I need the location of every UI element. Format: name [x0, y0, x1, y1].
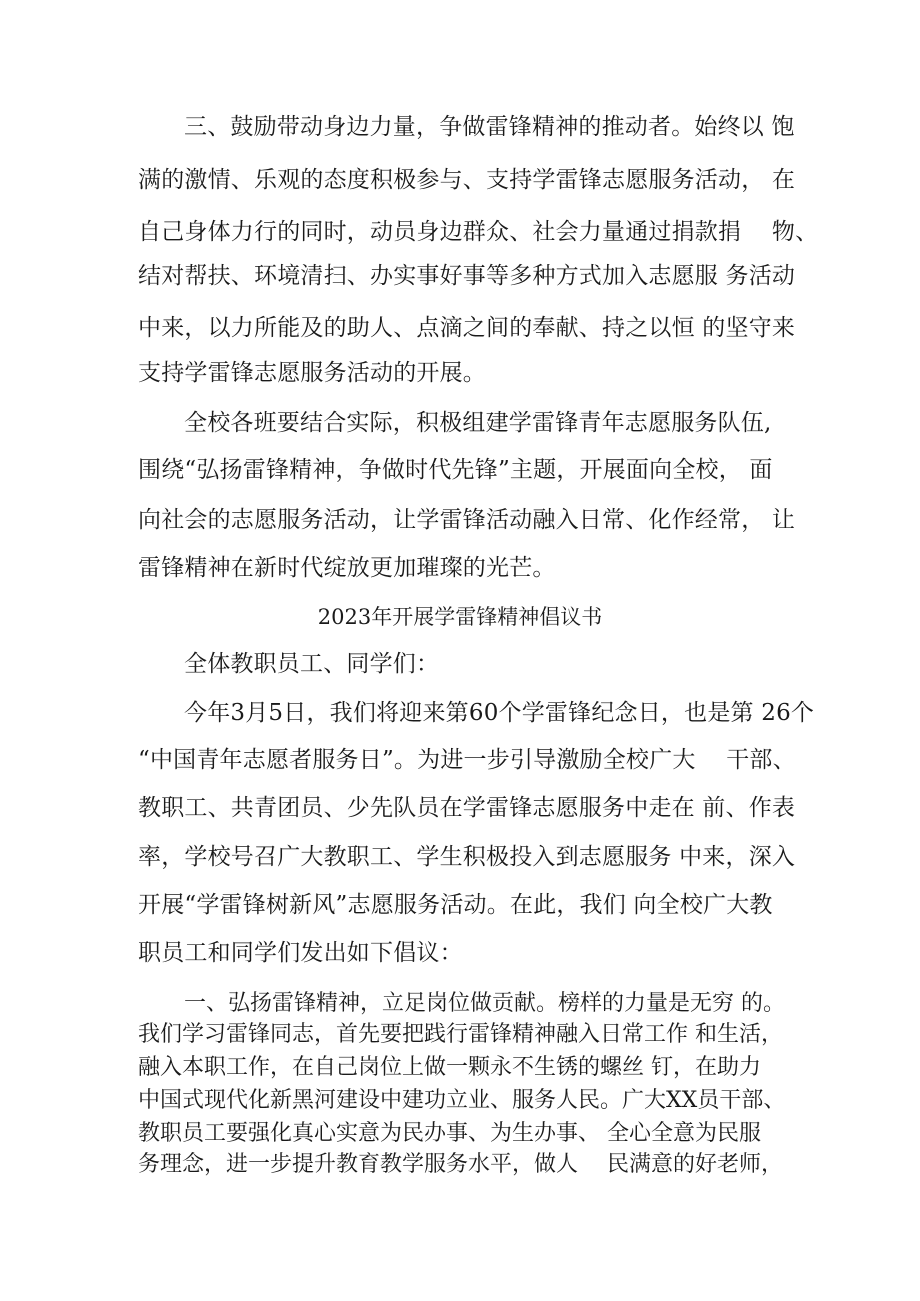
- closing-line-4: 雷锋精神在新时代绽放更加璀璨的光芒。: [138, 555, 556, 581]
- intro-line-1: 今年3月5日，我们将迎来第60个学雷锋纪念日，也是第 26个: [184, 700, 815, 726]
- section1-line-6: 务理念，进一步提升教育教学服务水平，做人 民满意的好老师，: [138, 1152, 783, 1177]
- intro-line-5: 开展“学雷锋树新风”志愿服务活动。在此，我们 向全校广大教: [138, 892, 773, 918]
- salutation: 全体教职员工、同学们：: [184, 651, 440, 677]
- section3-line-6: 支持学雷锋志愿服务活动的开展。: [138, 360, 486, 386]
- section3-line-2: 满的激情、乐观的态度积极参与、支持学雷锋志愿服务活动， 在: [138, 167, 796, 193]
- section1-line-5: 教职员工要强化真心实意为民办事、为生办事、 全心全意为民服: [138, 1121, 761, 1146]
- intro-line-6: 职员工和同学们发出如下倡议：: [138, 940, 463, 966]
- closing-line-2: 围绕“弘扬雷锋精神，争做时代先锋”主题，开展面向全校， 面: [138, 457, 773, 483]
- closing-line-1: 全校各班要结合实际，积极组建学雷锋青年志愿服务队伍,: [184, 410, 772, 436]
- section1-line-2: 我们学习雷锋同志，首先要把践行雷锋精神融入日常工作 和生活，: [138, 1022, 783, 1047]
- intro-line-3: 教职工、共青团员、少先队员在学雷锋志愿服务中走在 前、作表: [138, 795, 796, 821]
- section3-line-1: 三、鼓励带动身边力量，争做雷锋精神的推动者。始终以 饱: [184, 114, 795, 140]
- section3-line-4: 结对帮扶、环境清扫、办实事好事等多种方式加入志愿服 务活动: [138, 263, 796, 289]
- closing-line-3: 向社会的志愿服务活动，让学雷锋活动融入日常、化作经常， 让: [138, 507, 796, 533]
- section3-line-5: 中来，以力所能及的助人、点滴之间的奉献、持之以恒 的坚守来: [138, 315, 796, 341]
- intro-line-4: 率，学校号召广大教职工、学生积极投入到志愿服务 中来，深入: [138, 844, 796, 870]
- intro-line-2: “中国青年志愿者服务日”。为进一步引导激励全校广大 干部、: [138, 747, 796, 773]
- section1-line-4: 中国式现代化新黑河建设中建功立业、服务人民。广大XX员干部、: [138, 1088, 786, 1113]
- section3-line-3: 自己身体力行的同时，动员身边群众、社会力量通过捐款捐 物、: [138, 219, 819, 245]
- document-title: 2023年开展学雷锋精神倡议书: [317, 605, 603, 629]
- section1-line-3: 融入本职工作，在自己岗位上做一颗永不生锈的螺丝 钉，在助力: [138, 1055, 761, 1080]
- section1-line-1: 一、弘扬雷锋精神，立足岗位做贡献。榜样的力量是无穷 的。: [184, 991, 785, 1016]
